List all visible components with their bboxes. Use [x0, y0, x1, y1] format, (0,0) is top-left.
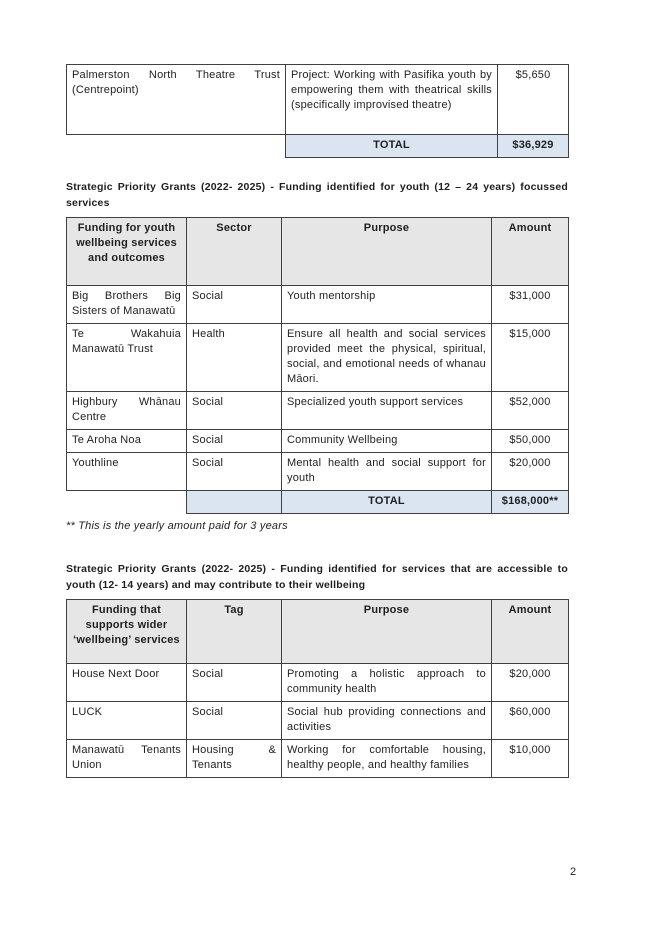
header-row [67, 218, 569, 286]
purpose-cell: Specialized youth support services [282, 392, 492, 430]
total-row [67, 491, 569, 514]
table-row [67, 453, 569, 491]
column-header-amount: Amount [492, 218, 569, 286]
table-row [67, 324, 569, 392]
org-cell: Palmerston North Theatre Trust (Centrepoint) [67, 65, 286, 135]
org-cell: Big Brothers Big Sisters of Manawatū [67, 286, 187, 324]
amount-cell: $20,000 [492, 664, 569, 702]
column-header-purpose: Purpose [282, 600, 492, 664]
purpose-cell: Ensure all health and social services provided meet the physical, spiritual, social, and emotional needs of whanau Māori. [282, 324, 492, 392]
column-header-purpose: Purpose [282, 218, 492, 286]
youth-grants-table [66, 217, 569, 514]
section2-heading: Strategic Priority Grants (2022- 2025) - Funding identified for services that are accessible to youth (12- 14 years) and may contribute to their wellbeing [66, 563, 568, 591]
amount-cell: $31,000 [492, 286, 569, 324]
table-row [67, 286, 569, 324]
wellbeing-grants-table [66, 599, 569, 778]
org-cell: House Next Door [67, 664, 187, 702]
table-row [67, 430, 569, 453]
total-fill-cell [187, 491, 282, 514]
amount-cell: $52,000 [492, 392, 569, 430]
purpose-cell: Social hub providing connections and activities [282, 702, 492, 740]
empty-cell [67, 491, 187, 514]
sector-cell: Health [187, 324, 282, 392]
tag-cell: Housing & Tenants [187, 740, 282, 778]
total-amount: $168,000** [492, 491, 569, 514]
purpose-cell: Promoting a holistic approach to community health [282, 664, 492, 702]
column-header-funding: Funding for youth wellbeing services and outcomes [67, 218, 187, 286]
org-cell: Youthline [67, 453, 187, 491]
page-number: 2 [570, 866, 577, 878]
column-header-tag: Tag [187, 600, 282, 664]
sector-cell: Social [187, 392, 282, 430]
sector-cell: Social [187, 430, 282, 453]
table-row [67, 65, 569, 135]
tag-cell: Social [187, 664, 282, 702]
sector-cell: Social [187, 453, 282, 491]
footnote: ** This is the yearly amount paid for 3 years [66, 520, 288, 532]
section1-heading: Strategic Priority Grants (2022- 2025) - Funding identified for youth (12 – 24 years) focussed services [66, 181, 568, 209]
grants-table-continued [66, 64, 569, 158]
amount-cell: $10,000 [492, 740, 569, 778]
total-row [67, 135, 569, 158]
purpose-cell: Mental health and social support for youth [282, 453, 492, 491]
tag-cell: Social [187, 702, 282, 740]
table-row [67, 392, 569, 430]
page-content [66, 0, 568, 778]
org-cell: Te Wakahuia Manawatū Trust [67, 324, 187, 392]
purpose-cell: Community Wellbeing [282, 430, 492, 453]
column-header-funding: Funding that supports wider ‘wellbeing’ services [67, 600, 187, 664]
total-amount: $36,929 [498, 135, 569, 158]
org-cell: Highbury Whānau Centre [67, 392, 187, 430]
amount-cell: $5,650 [498, 65, 569, 135]
total-label: TOTAL [286, 135, 498, 158]
table-row [67, 664, 569, 702]
empty-cell [67, 135, 286, 158]
sector-cell: Social [187, 286, 282, 324]
org-cell: LUCK [67, 702, 187, 740]
purpose-cell: Working for comfortable housing, healthy people, and healthy families [282, 740, 492, 778]
table-row [67, 740, 569, 778]
table-row [67, 702, 569, 740]
amount-cell: $15,000 [492, 324, 569, 392]
org-cell: Te Aroha Noa [67, 430, 187, 453]
column-header-sector: Sector [187, 218, 282, 286]
total-label: TOTAL [282, 491, 492, 514]
header-row [67, 600, 569, 664]
amount-cell: $20,000 [492, 453, 569, 491]
purpose-cell: Youth mentorship [282, 286, 492, 324]
amount-cell: $50,000 [492, 430, 569, 453]
purpose-cell: Project: Working with Pasifika youth by empowering them with theatrical skills (specifically improvised theatre) [286, 65, 498, 135]
amount-cell: $60,000 [492, 702, 569, 740]
column-header-amount: Amount [492, 600, 569, 664]
org-cell: Manawatū Tenants Union [67, 740, 187, 778]
